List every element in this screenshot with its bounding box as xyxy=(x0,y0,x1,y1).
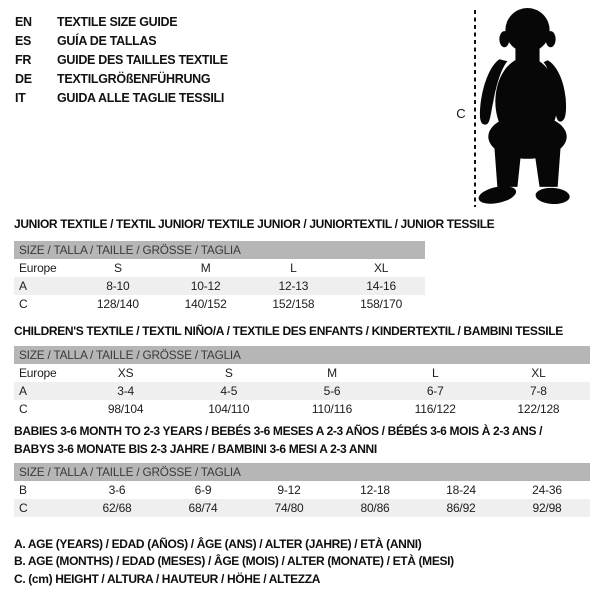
table-row-age xyxy=(14,382,590,400)
height-cell: 122/128 xyxy=(517,402,560,416)
age-cell: 12-13 xyxy=(278,279,309,293)
size-cell: XS xyxy=(117,366,134,380)
language-row-es xyxy=(15,32,228,51)
age-cell: 3-6 xyxy=(108,483,126,497)
language-code: ES xyxy=(15,34,32,48)
language-code: FR xyxy=(15,53,32,67)
language-row-fr xyxy=(15,51,228,70)
age-cell: 12-18 xyxy=(360,483,390,497)
age-cell: 7-8 xyxy=(530,384,547,398)
age-cell: 9-12 xyxy=(277,483,301,497)
footnote-c: C. (cm) HEIGHT / ALTURA / HAUTEUR / HÖHE / ALTEZZA xyxy=(14,572,321,586)
table-header: SIZE / TALLA / TAILLE / GRÖSSE / TAGLIA xyxy=(14,463,590,481)
height-cell: 158/170 xyxy=(360,297,403,311)
baby-silhouette-icon xyxy=(477,6,578,207)
height-measure-dashed-line xyxy=(474,10,476,207)
row-label: A xyxy=(19,279,27,293)
table-row-age-months xyxy=(14,481,590,499)
age-cell: 6-9 xyxy=(194,483,212,497)
height-cell: 116/122 xyxy=(414,402,456,416)
table-row-age xyxy=(14,277,425,295)
table-header: SIZE / TALLA / TAILLE / GRÖSSE / TAGLIA xyxy=(14,241,425,259)
age-cell: 8-10 xyxy=(106,279,130,293)
language-title: GUIDE DES TAILLES TEXTILE xyxy=(57,53,228,67)
row-label: B xyxy=(19,483,27,497)
height-cell: 86/92 xyxy=(446,501,476,515)
age-cell: 4-5 xyxy=(220,384,238,398)
language-code: IT xyxy=(15,91,26,105)
age-cell: 10-12 xyxy=(190,279,221,293)
footnote-b: B. AGE (MONTHS) / EDAD (MESES) / ÂGE (MOIS) / ALTER (MONATE) / ETÀ (MESI) xyxy=(14,554,454,568)
size-cell: XL xyxy=(373,261,389,275)
language-title: TEXTILGRÖßENFÜHRUNG xyxy=(57,72,211,86)
section-title-children: CHILDREN'S TEXTILE / TEXTIL NIÑO/A / TEXTILE DES ENFANTS / KINDERTEXTIL / BAMBINI TESSILE xyxy=(14,324,563,338)
height-cell: 104/110 xyxy=(208,402,250,416)
section-title-babies-line1: BABIES 3-6 MONTH TO 2-3 YEARS / BEBÉS 3-6 MESES A 2-3 AÑOS / BÉBÉS 3-6 MOIS À 2-3 ANS / xyxy=(14,424,543,438)
height-cell: 68/74 xyxy=(188,501,218,515)
height-cell: 74/80 xyxy=(274,501,304,515)
size-cell: L xyxy=(290,261,297,275)
age-cell: 6-7 xyxy=(426,384,444,398)
age-cell: 24-36 xyxy=(532,483,562,497)
row-label: Europe xyxy=(19,261,57,275)
language-row-en xyxy=(15,13,228,32)
row-label: C xyxy=(19,297,28,311)
size-cell: S xyxy=(224,366,233,380)
height-cell: 110/116 xyxy=(311,402,353,416)
age-cell: 5-6 xyxy=(323,384,341,398)
age-cell: 3-4 xyxy=(117,384,134,398)
size-cell: M xyxy=(327,366,337,380)
row-label: Europe xyxy=(19,366,57,380)
babies-size-table xyxy=(14,463,590,517)
table-row-height xyxy=(14,400,590,418)
table-row-europe xyxy=(14,259,425,277)
language-title: GUÍA DE TALLAS xyxy=(57,34,157,48)
language-list xyxy=(15,13,228,108)
children-size-table xyxy=(14,346,590,418)
size-cell: L xyxy=(431,366,439,380)
height-cell: 140/152 xyxy=(184,297,227,311)
table-row-height xyxy=(14,499,590,517)
age-cell: 14-16 xyxy=(366,279,396,293)
language-row-it xyxy=(15,89,228,108)
age-cell: 18-24 xyxy=(446,483,476,497)
height-measure-label: C xyxy=(456,106,466,121)
section-title-babies-line2: BABYS 3-6 MONATE BIS 2-3 JAHRE / BAMBINI 3-6 MESI A 2-3 ANNI xyxy=(14,442,377,456)
row-label: C xyxy=(19,402,28,416)
table-header: SIZE / TALLA / TAILLE / GRÖSSE / TAGLIA xyxy=(14,346,590,364)
language-code: DE xyxy=(15,72,32,86)
table-row-europe xyxy=(14,364,590,382)
junior-size-table xyxy=(14,241,425,313)
table-row-height xyxy=(14,295,425,313)
size-cell: S xyxy=(113,261,122,275)
row-label: C xyxy=(19,501,28,515)
language-title: GUIDA ALLE TAGLIE TESSILI xyxy=(57,91,225,105)
language-title: TEXTILE SIZE GUIDE xyxy=(57,15,178,29)
height-cell: 98/104 xyxy=(107,402,144,416)
language-code: EN xyxy=(15,15,32,29)
height-cell: 80/86 xyxy=(360,501,390,515)
size-cell: M xyxy=(200,261,211,275)
height-cell: 128/140 xyxy=(96,297,139,311)
row-label: A xyxy=(19,384,27,398)
height-cell: 92/98 xyxy=(532,501,562,515)
size-cell: XL xyxy=(531,366,546,380)
section-title-junior: JUNIOR TEXTILE / TEXTIL JUNIOR/ TEXTILE JUNIOR / JUNIORTEXTIL / JUNIOR TESSILE xyxy=(14,217,495,231)
height-cell: 62/68 xyxy=(102,501,132,515)
footnote-a: A. AGE (YEARS) / EDAD (AÑOS) / ÂGE (ANS) / ALTER (JAHRE) / ETÀ (ANNI) xyxy=(14,537,422,551)
language-row-de xyxy=(15,70,228,89)
height-cell: 152/158 xyxy=(272,297,315,311)
